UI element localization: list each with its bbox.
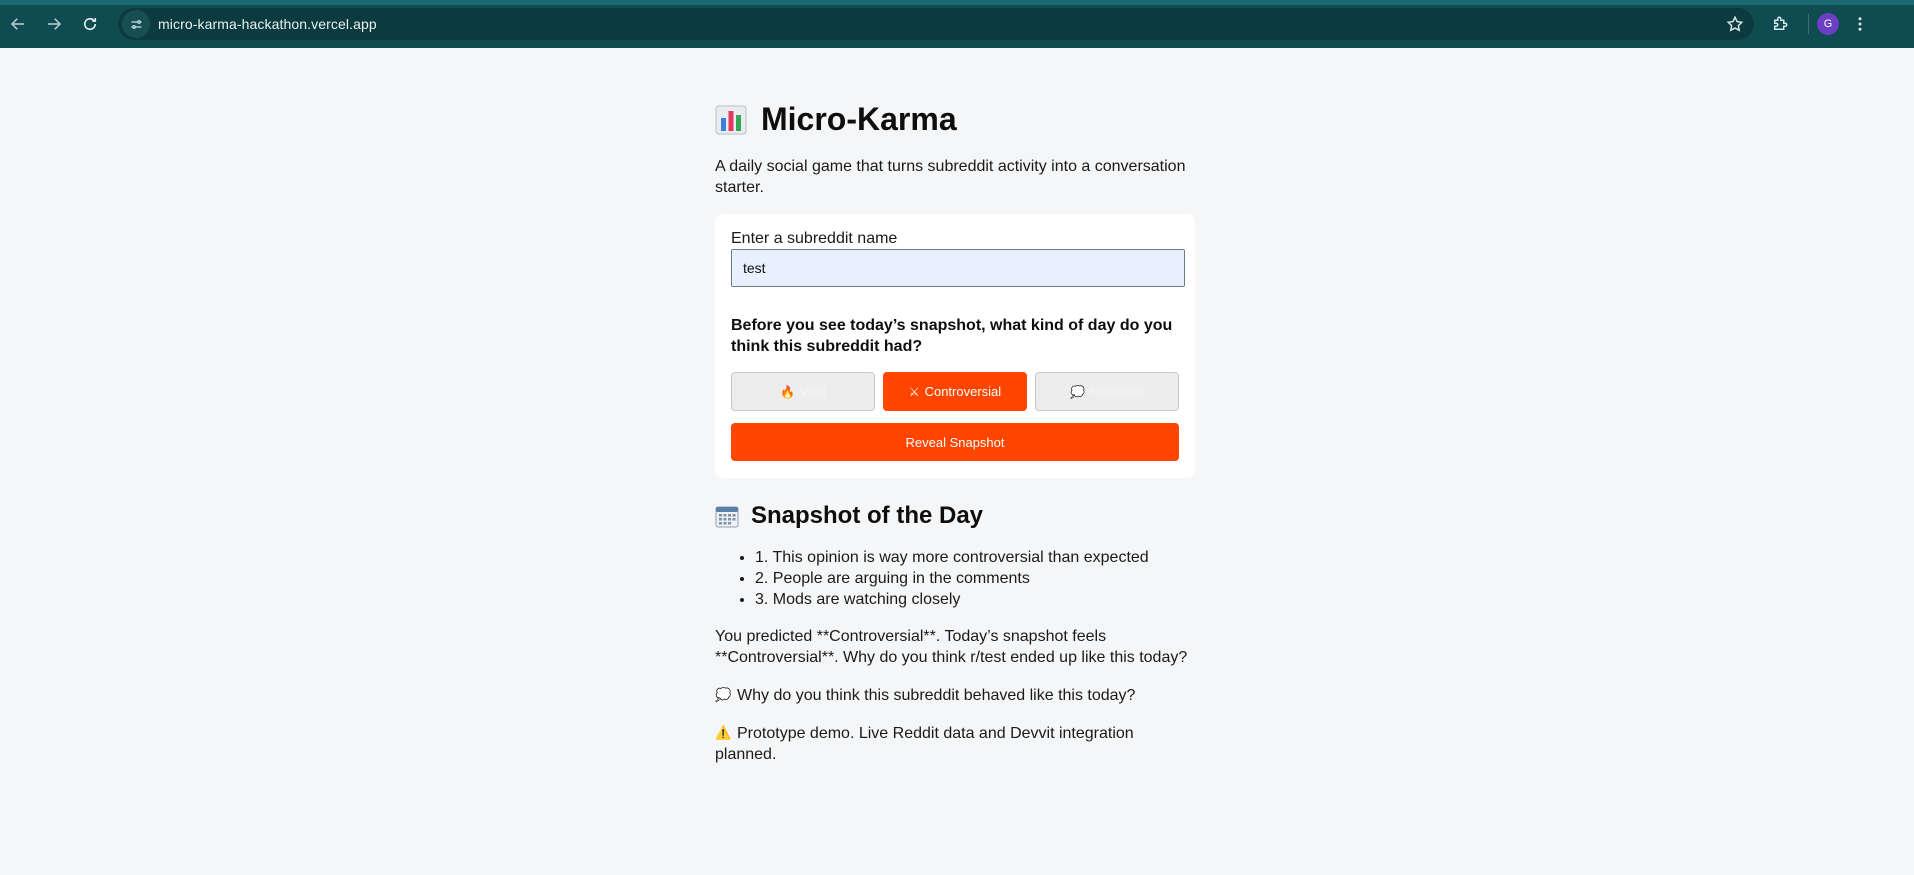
- profile-avatar[interactable]: G: [1817, 13, 1839, 35]
- list-item: • 3. Mods are watching closely: [755, 589, 1195, 610]
- thought-bubble-icon: 💭: [1070, 384, 1086, 399]
- address-bar[interactable]: [118, 8, 1754, 40]
- menu-icon[interactable]: [1845, 6, 1875, 42]
- page-content: [715, 48, 1195, 765]
- prediction-question: Before you see today’s snapshot, what kind of day do you think this subreddit had?: [731, 317, 1173, 355]
- browser-toolbar: [0, 0, 1914, 48]
- star-icon[interactable]: [1726, 15, 1744, 38]
- discussion-prompt: [715, 684, 1195, 706]
- prediction-choices: [731, 372, 1179, 411]
- choice-controversial-button[interactable]: [883, 372, 1027, 411]
- choice-label: Controversial: [924, 384, 1002, 399]
- bar-chart-icon: [715, 104, 747, 136]
- prediction-form: [715, 214, 1195, 478]
- list-item: • 2. People are arguing in the comments: [755, 568, 1195, 589]
- warning-icon: ⚠️: [715, 725, 732, 740]
- url-text[interactable]: micro-karma-hackathon.vercel.app: [158, 16, 377, 32]
- back-icon[interactable]: [0, 6, 36, 42]
- toolbar-divider: [1808, 14, 1809, 34]
- subreddit-label: Enter a subreddit name: [731, 230, 898, 247]
- reveal-snapshot-button[interactable]: Reveal Snapshot: [731, 423, 1179, 461]
- snapshot-list: [715, 547, 1195, 610]
- choice-viral-button[interactable]: [731, 372, 875, 411]
- subreddit-input[interactable]: [731, 249, 1185, 287]
- choice-label: Viral: [800, 384, 826, 399]
- prototype-notice-text: Prototype demo. Live Reddit data and Devvit integration planned.: [715, 725, 1134, 763]
- prediction-result: You predicted **Controversial**. Today’s snapshot feels **Controversial**. Why do you think r/test ended up like this today?: [715, 628, 1188, 666]
- snapshot-header: [715, 502, 1195, 530]
- discussion-prompt-text: Why do you think this subreddit behaved like this today?: [737, 687, 1136, 704]
- header: [715, 101, 1195, 138]
- extensions-icon[interactable]: [1762, 6, 1798, 42]
- list-item: • 1. This opinion is way more controversial than expected: [755, 547, 1195, 568]
- prototype-notice: [715, 722, 1195, 765]
- choice-label: Nostalgic: [1090, 384, 1144, 399]
- site-info-icon[interactable]: [122, 10, 150, 38]
- thought-bubble-icon: 💭: [715, 687, 732, 702]
- calendar-icon: [715, 504, 739, 528]
- reload-icon[interactable]: [72, 6, 108, 42]
- forward-icon[interactable]: [36, 6, 72, 42]
- page-title: Micro-Karma: [761, 101, 957, 137]
- fire-icon: 🔥: [780, 384, 796, 399]
- snapshot-title: Snapshot of the Day: [751, 502, 984, 529]
- page-subtitle: A daily social game that turns subreddit activity into a conversation starter.: [715, 158, 1186, 196]
- choice-nostalgic-button[interactable]: [1035, 372, 1179, 411]
- crossed-swords-icon: ⚔: [908, 384, 920, 399]
